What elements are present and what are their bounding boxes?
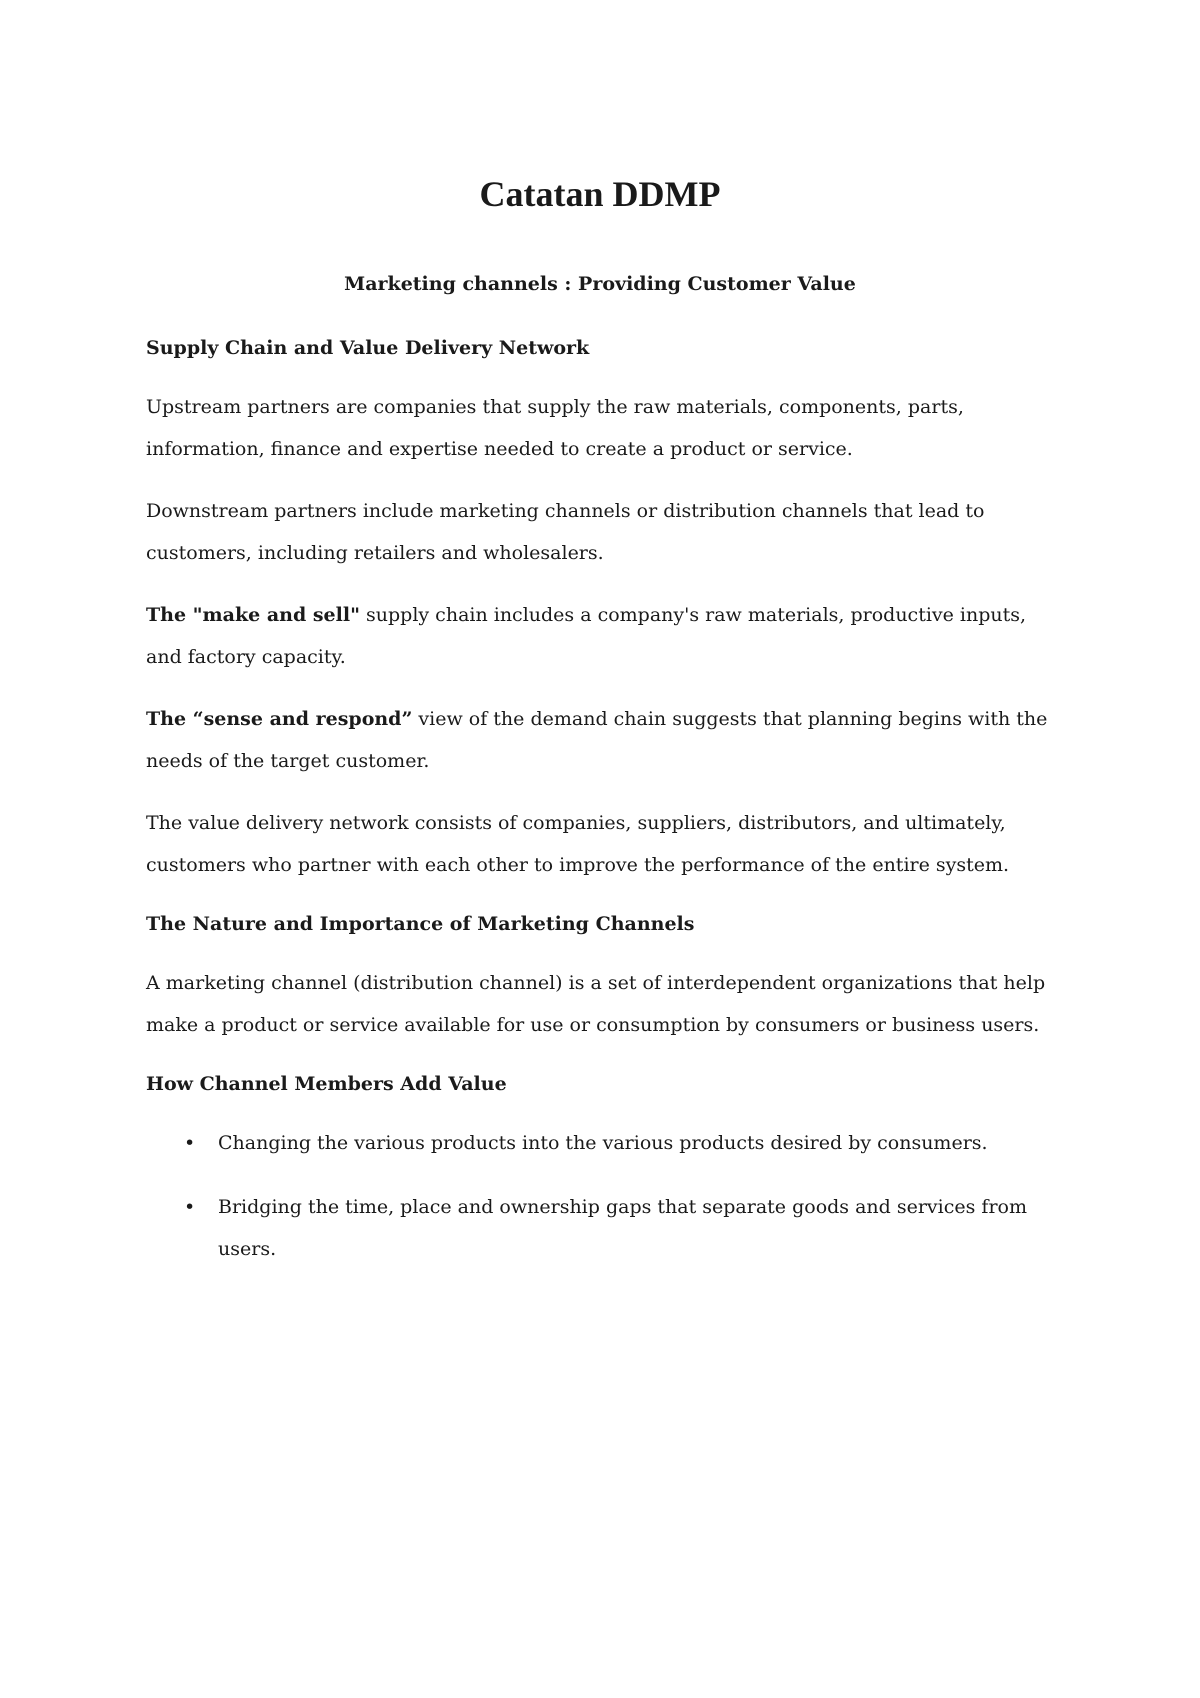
paragraph-upstream-partners: Upstream partners are companies that supply the raw materials, components, parts, information, finance and expertise needed to create a product or service. bbox=[146, 396, 964, 460]
section-heading-supply-chain: Supply Chain and Value Delivery Network bbox=[146, 337, 590, 359]
list-item bbox=[146, 1122, 1066, 1164]
paragraph-value-delivery-network: The value delivery network consists of companies, suppliers, distributors, and ultimately, customers who partner with each other to improve the performance of the entire system. bbox=[146, 812, 1010, 876]
document-body bbox=[146, 334, 1066, 1292]
list-item-text: Bridging the time, place and ownership gaps that separate goods and services from users. bbox=[218, 1196, 1027, 1260]
list-item-text: Changing the various products into the various products desired by consumers. bbox=[218, 1132, 988, 1154]
bullet-icon: • bbox=[184, 1196, 196, 1218]
bullet-icon: • bbox=[184, 1132, 196, 1154]
paragraph-marketing-channel-definition: A marketing channel (distribution channel) is a set of interdependent organizations that help make a product or service available for use or consumption by consumers or business users. bbox=[146, 972, 1046, 1036]
paragraph-make-and-sell bbox=[146, 594, 1066, 678]
sense-and-respond-definition: view of the demand chain suggests that planning begins with the needs of the target customer. bbox=[146, 708, 1048, 772]
document-subtitle: Marketing channels : Providing Customer Value bbox=[344, 273, 856, 295]
paragraph-downstream-partners: Downstream partners include marketing channels or distribution channels that lead to customers, including retailers and wholesalers. bbox=[146, 500, 985, 564]
list-item bbox=[146, 1186, 1066, 1270]
paragraph-sense-and-respond bbox=[146, 698, 1066, 782]
section-heading-nature-importance: The Nature and Importance of Marketing Channels bbox=[146, 913, 695, 935]
bullet-list bbox=[146, 1122, 1066, 1270]
document-title: Catatan DDMP bbox=[479, 174, 721, 214]
section-heading-channel-members: How Channel Members Add Value bbox=[146, 1073, 507, 1095]
make-and-sell-definition: supply chain includes a company's raw materials, productive inputs, and factory capacity. bbox=[146, 604, 1027, 668]
make-and-sell-term: The "make and sell" bbox=[146, 604, 360, 626]
sense-and-respond-term: The “sense and respond” bbox=[146, 708, 413, 730]
